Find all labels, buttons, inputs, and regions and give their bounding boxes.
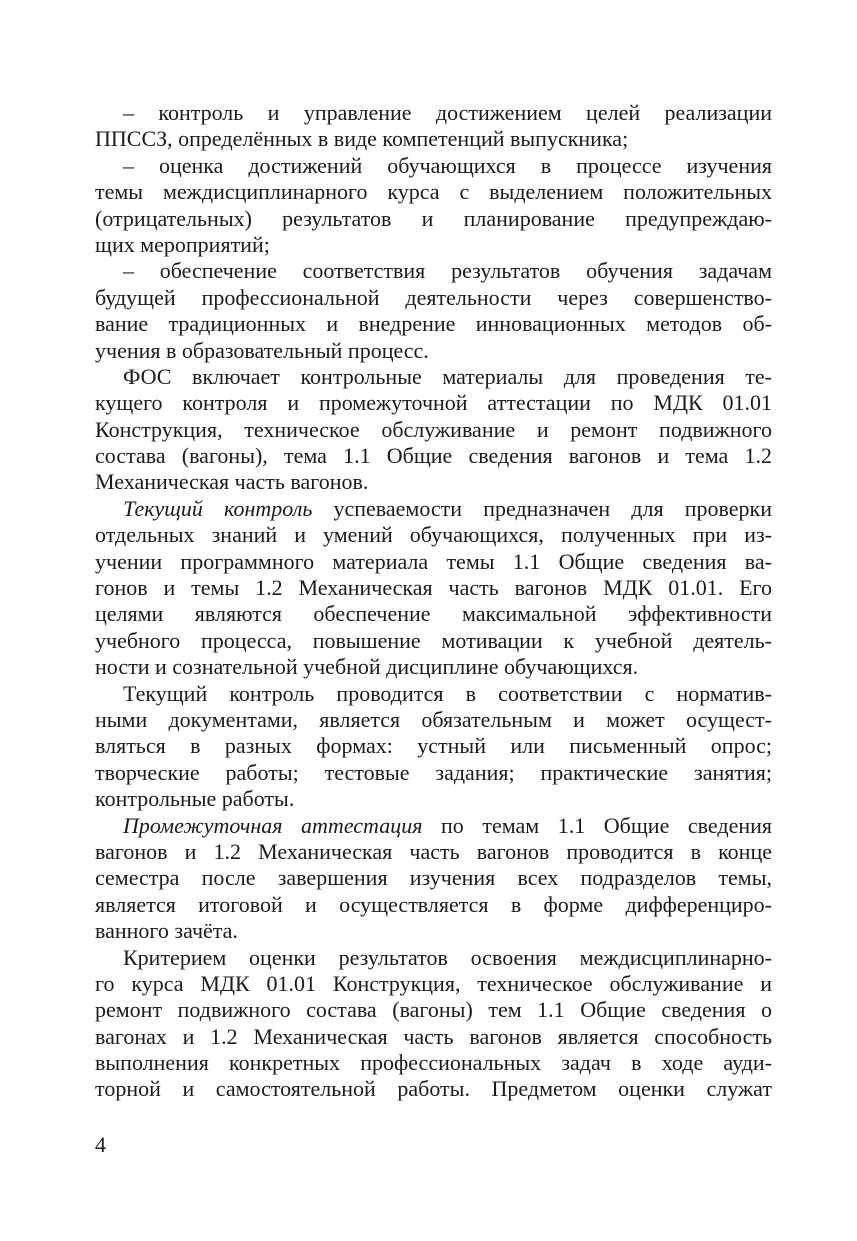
text-line: состава (вагоны), тема 1.1 Общие сведения вагонов и тема 1.2	[95, 443, 772, 469]
text-line: Механическая часть вагонов.	[95, 469, 369, 495]
text-line: ФОС включает контрольные материалы для проведения те-	[123, 363, 772, 389]
text-line: вляться в разных формах: устный или письменный опрос;	[95, 733, 772, 759]
text-line: – обеспечение соответствия результатов обучения задачам	[123, 258, 772, 284]
text-line: (отрицательных) результатов и планирование предупреждаю-	[95, 205, 772, 231]
text-line: Критерием оценки результатов освоения междисциплинарно-	[123, 944, 772, 970]
text-line: Конструкция, техническое обслуживание и ремонт подвижного	[95, 416, 772, 442]
italic-lead: Текущий контроль	[123, 495, 313, 521]
text-line: выполнения конкретных профессиональных задач в ходе ауди-	[95, 1050, 772, 1076]
text-line: учении программного материала темы 1.1 Общие сведения ва-	[95, 548, 772, 574]
text-line: учения в образовательный процесс.	[95, 337, 429, 363]
text-line: Текущий контроль проводится в соответствии с норматив-	[123, 680, 772, 706]
text-line: го курса МДК 01.01 Конструкция, техническое обслуживание и	[95, 970, 772, 996]
italic-lead: Промежуточная аттестация	[123, 812, 423, 838]
text-line: гонов и темы 1.2 Механическая часть вагонов МДК 01.01. Его	[95, 575, 772, 601]
text-line: вагонах и 1.2 Механическая часть вагонов является способность	[95, 1023, 772, 1049]
text-line: ППССЗ, определённых в виде компетенций выпускника;	[95, 126, 629, 152]
text-line: учебного процесса, повышение мотивации к учебной деятель-	[95, 627, 772, 653]
text-block	[95, 100, 772, 1103]
page-number: 4	[95, 1132, 106, 1157]
text-line: семестра после завершения изучения всех подразделов темы,	[95, 865, 772, 891]
text-line: вание традиционных и внедрение инновационных методов об-	[95, 311, 772, 337]
text-line: ности и сознательной учебной дисциплине обучающихся.	[95, 654, 639, 680]
text-line: контрольные работы.	[95, 786, 295, 812]
text-line: творческие работы; тестовые задания; практические занятия;	[95, 759, 772, 785]
text-line: Промежуточная аттестация по темам 1.1 Общие сведения	[123, 812, 772, 838]
text-line: ванного зачёта.	[95, 918, 238, 944]
text-line: темы междисциплинарного курса с выделением положительных	[95, 179, 772, 205]
text-line: ными документами, является обязательным и может осущест-	[95, 706, 772, 732]
text-line: вагонов и 1.2 Механическая часть вагонов проводится в конце	[95, 838, 772, 864]
text-line: целями являются обеспечение максимальной эффективности	[95, 601, 772, 627]
text-line: щих мероприятий;	[95, 231, 270, 257]
text-line: является итоговой и осуществляется в форме дифференциро-	[95, 891, 772, 917]
text-line: отдельных знаний и умений обучающихся, полученных при из-	[95, 522, 772, 548]
text-line: Текущий контроль успеваемости предназначен для проверки	[123, 495, 772, 521]
text-line: будущей профессиональной деятельности через совершенство-	[95, 284, 772, 310]
text-line: – контроль и управление достижением целей реализации	[123, 100, 772, 125]
text-line: кущего контроля и промежуточной аттестации по МДК 01.01	[95, 390, 772, 416]
text-line: – оценка достижений обучающихся в процессе изучения	[123, 152, 772, 178]
text-line: торной и самостоятельной работы. Предметом оценки служат	[95, 1076, 772, 1102]
text-line: ремонт подвижного состава (вагоны) тем 1.1 Общие сведения о	[95, 997, 772, 1023]
